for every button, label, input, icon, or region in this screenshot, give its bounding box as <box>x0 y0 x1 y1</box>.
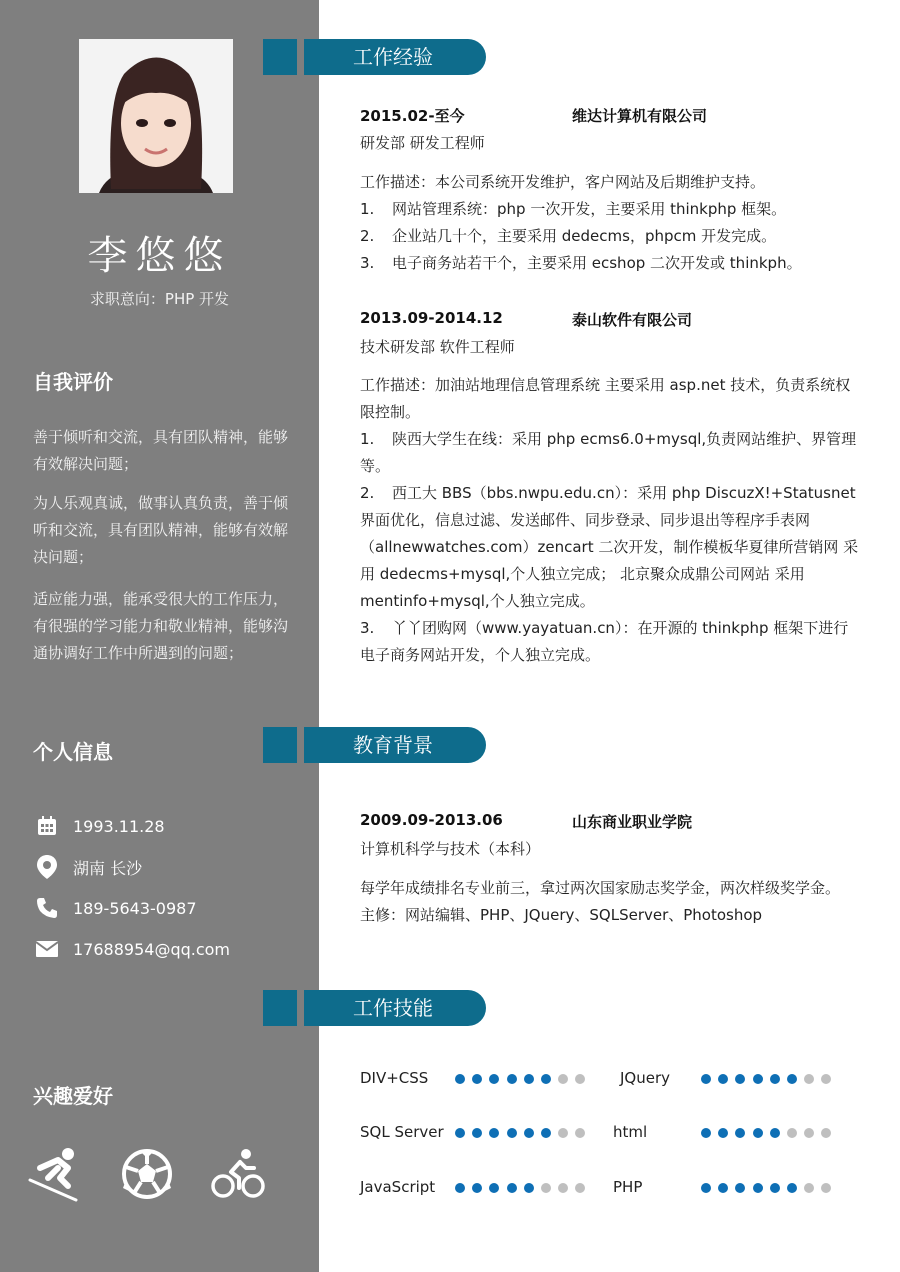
skill-dot-filled <box>524 1128 534 1138</box>
skill-rating <box>701 1074 831 1084</box>
skill-dot-filled <box>770 1183 780 1193</box>
item-text: 西工大 BBS（bbs.nwpu.edu.cn）：采用 php DiscuzX!+Statusnet 界面优化，信息过滤、发送邮件、同步登录、同步退出等程序手表网（allnewwatches.com）zencart 二次开发，制作模板华夏律所营销网 采用 dedecms+mysql,个人独立完成； 北京聚众成鼎公司网站 采用 mentinfo+mysql,个人独立完成。 <box>360 484 859 610</box>
email-row <box>33 934 230 964</box>
email-value[interactable]: 17688954@qq.com <box>73 939 231 959</box>
item-text: 丫丫团购网（www.yayatuan.cn）：在开源的 thinkphp 框架下进行电子商务网站开发，个人独立完成。 <box>360 619 849 664</box>
edu-date: 2009.09-2013.06 <box>360 811 503 829</box>
email-icon <box>33 935 61 963</box>
skill-dot-filled <box>455 1128 465 1138</box>
skill-dot-filled <box>489 1074 499 1084</box>
item-number: 2. <box>360 484 375 502</box>
item-text: 网站管理系统：php 一次开发，主要采用 thinkphp 框架。 <box>392 200 787 218</box>
skill-dot-filled <box>770 1074 780 1084</box>
item-text: 企业站几十个，主要采用 dedecms，phpcm 开发完成。 <box>392 227 777 245</box>
skill-dot-filled <box>753 1074 763 1084</box>
skill-dot-filled <box>701 1128 711 1138</box>
profile-photo <box>79 39 233 193</box>
job-date: 2015.02-至今 <box>360 107 465 125</box>
skill-dot-filled <box>718 1183 728 1193</box>
job-item <box>360 480 860 615</box>
skill-dot-filled <box>489 1183 499 1193</box>
skill-dot-filled <box>701 1183 711 1193</box>
skiing-icon <box>28 1146 84 1202</box>
item-number: 1. <box>360 200 375 218</box>
work-experience-title: 工作经验 <box>304 39 486 75</box>
item-text: 电子商务站若干个，主要采用 ecshop 二次开发或 thinkph。 <box>392 254 802 272</box>
skill-dot-filled <box>472 1183 482 1193</box>
skill-rating <box>455 1074 585 1084</box>
hobbies-title: 兴趣爱好 <box>33 1084 113 1108</box>
job-item <box>360 223 860 250</box>
skill-dot-filled <box>787 1074 797 1084</box>
skill-rating <box>701 1128 831 1138</box>
birthday-row <box>33 811 165 841</box>
skill-dot-filled <box>455 1183 465 1193</box>
skill-name: PHP <box>613 1178 643 1196</box>
job-item <box>360 196 860 223</box>
skill-dot-empty <box>575 1183 585 1193</box>
skill-dot-filled <box>455 1074 465 1084</box>
item-number: 2. <box>360 227 375 245</box>
header-square <box>263 990 297 1026</box>
self-eval-paragraph: 善于倾听和交流，具有团队精神，能够有效解决问题； <box>33 428 289 473</box>
skill-rating <box>455 1128 585 1138</box>
location-value: 湖南 长沙 <box>73 858 143 878</box>
skill-name: DIV+CSS <box>360 1069 429 1087</box>
location-pin-icon <box>33 853 61 881</box>
header-square <box>263 727 297 763</box>
skill-dot-filled <box>701 1074 711 1084</box>
job-description: 工作描述：加油站地理信息管理系统 主要采用 asp.net 技术，负责系统权限控制。 <box>360 376 851 421</box>
job-date: 2013.09-2014.12 <box>360 309 503 327</box>
skill-dot-filled <box>787 1183 797 1193</box>
skill-rating <box>701 1183 831 1193</box>
skill-dot-empty <box>575 1074 585 1084</box>
skill-dot-filled <box>524 1183 534 1193</box>
skill-dot-filled <box>507 1074 517 1084</box>
skill-dot-filled <box>718 1074 728 1084</box>
location-row <box>33 852 142 882</box>
skill-name: SQL Server <box>360 1123 444 1141</box>
job-item <box>360 426 860 480</box>
skill-dot-filled <box>735 1183 745 1193</box>
skill-dot-filled <box>753 1183 763 1193</box>
skill-dot-filled <box>472 1074 482 1084</box>
item-number: 3. <box>360 619 375 637</box>
sidebar <box>0 0 319 1272</box>
job-company: 泰山软件有限公司 <box>572 311 693 329</box>
skill-dot-filled <box>753 1128 763 1138</box>
self-eval-title: 自我评价 <box>33 370 113 394</box>
calendar-icon <box>33 812 61 840</box>
skill-dot-filled <box>507 1128 517 1138</box>
job-items <box>360 196 860 277</box>
job-dept: 技术研发部 软件工程师 <box>360 338 515 356</box>
cycling-icon <box>210 1146 266 1202</box>
education-title: 教育背景 <box>304 727 486 763</box>
header-square <box>263 39 297 75</box>
phone-value[interactable]: 189-5643-0987 <box>73 898 197 918</box>
skill-dot-filled <box>489 1128 499 1138</box>
skill-dot-filled <box>735 1128 745 1138</box>
skills-title: 工作技能 <box>304 990 486 1026</box>
job-objective: 求职意向：PHP 开发 <box>89 290 230 308</box>
skill-dot-empty <box>821 1128 831 1138</box>
item-text: 陕西大学生在线：采用 php ecms6.0+mysql,负责网站维护、界管理等。 <box>360 430 857 475</box>
edu-major: 计算机科学与技术（本科） <box>360 840 541 858</box>
birthday-value: 1993.11.28 <box>73 816 165 836</box>
soccer-ball-icon <box>119 1146 175 1202</box>
candidate-name: 李悠悠 <box>87 233 232 279</box>
skill-dot-filled <box>770 1128 780 1138</box>
job-item <box>360 615 860 669</box>
edu-courses: 主修：网站编辑、PHP、JQuery、SQLServer、Photoshop <box>360 906 763 924</box>
self-eval-paragraph: 适应能力强，能承受很大的工作压力，有很强的学习能力和敬业精神，能够沟通协调好工作中所遇到的问题； <box>33 590 289 662</box>
phone-icon <box>33 894 61 922</box>
edu-achievement: 每学年成绩排名专业前三，拿过两次国家励志奖学金，两次样级奖学金。 <box>360 879 841 897</box>
skill-dot-filled <box>541 1128 551 1138</box>
skill-dot-empty <box>804 1183 814 1193</box>
skill-dot-empty <box>787 1128 797 1138</box>
skill-rating <box>455 1183 585 1193</box>
skill-dot-empty <box>821 1074 831 1084</box>
skill-name: JQuery <box>620 1069 671 1087</box>
skill-dot-empty <box>821 1183 831 1193</box>
job-company: 维达计算机有限公司 <box>572 107 708 125</box>
skill-name: html <box>613 1123 648 1141</box>
job-items <box>360 426 860 669</box>
phone-row <box>33 893 197 923</box>
skill-dot-empty <box>558 1074 568 1084</box>
skill-dot-filled <box>472 1128 482 1138</box>
skill-dot-filled <box>541 1074 551 1084</box>
skill-dot-filled <box>524 1074 534 1084</box>
personal-info-title: 个人信息 <box>33 740 113 764</box>
skill-name: JavaScript <box>360 1178 436 1196</box>
edu-school: 山东商业职业学院 <box>572 813 693 831</box>
skill-dot-empty <box>541 1183 551 1193</box>
skill-dot-empty <box>575 1128 585 1138</box>
item-number: 1. <box>360 430 375 448</box>
skill-dot-empty <box>558 1183 568 1193</box>
skill-dot-empty <box>804 1128 814 1138</box>
job-item <box>360 250 860 277</box>
skill-dot-empty <box>804 1074 814 1084</box>
skill-dot-filled <box>507 1183 517 1193</box>
skill-dot-filled <box>735 1074 745 1084</box>
self-eval-paragraph: 为人乐观真诚，做事认真负责，善于倾听和交流，具有团队精神，能够有效解决问题； <box>33 494 289 566</box>
job-description: 工作描述：本公司系统开发维护，客户网站及后期维护支持。 <box>360 173 766 191</box>
skill-dot-filled <box>718 1128 728 1138</box>
skill-dot-empty <box>558 1128 568 1138</box>
job-dept: 研发部 研发工程师 <box>360 134 485 152</box>
item-number: 3. <box>360 254 375 272</box>
